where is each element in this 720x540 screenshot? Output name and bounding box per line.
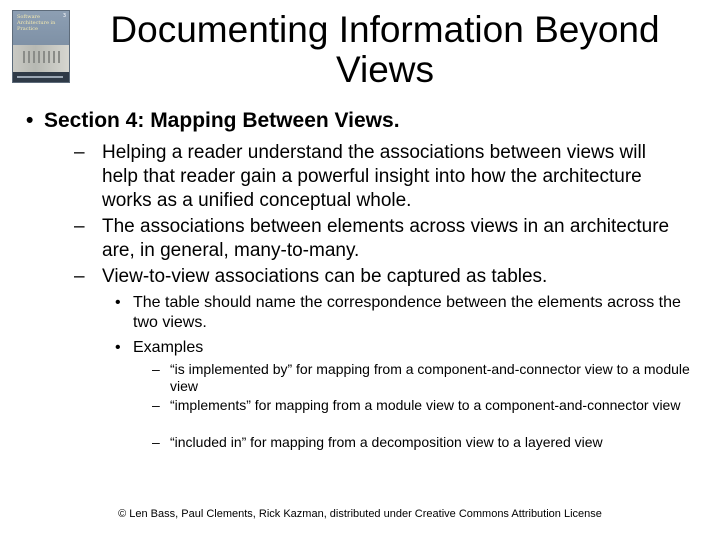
example-2: [152, 397, 690, 414]
section-heading-text: Section 4: Mapping Between Views.: [44, 109, 400, 132]
copyright-footer: © Len Bass, Paul Clements, Rick Kazman, distributed under Creative Commons Attribution License: [118, 508, 602, 520]
example-2-text: “implements” for mapping from a module view to a component-and-connector view: [170, 397, 681, 413]
subpoint-2: [115, 338, 693, 358]
example-3-text: “included in” for mapping from a decomposition view to a layered view: [170, 434, 603, 450]
dash-icon: –: [74, 216, 85, 237]
point-1-text: Helping a reader understand the associations between views will help that reader gain a powerful insight into how the architecture works as a unified conceptual whole.: [102, 142, 646, 211]
section-heading: [26, 108, 400, 134]
dash-icon: –: [152, 361, 160, 377]
point-2: [74, 215, 682, 263]
book-cover-photo: [13, 45, 69, 72]
slide-title: Documenting Information Beyond Views: [110, 9, 660, 90]
bullet-icon: •: [26, 109, 34, 132]
point-2-text: The associations between elements across views in an architecture are, in general, many-to-many.: [102, 216, 670, 261]
point-1: [74, 141, 682, 213]
book-cover-footer: [13, 72, 69, 82]
book-cover-image: [12, 10, 70, 83]
subpoint-1-text: The table should name the correspondence between the elements across the two views.: [133, 294, 681, 331]
point-3: [74, 265, 682, 289]
book-cover-edition: 3: [62, 13, 66, 19]
book-cover-title: Software Architecture in Practice: [17, 14, 56, 32]
dash-icon: –: [152, 397, 160, 413]
example-1-text: “is implemented by” for mapping from a component-and-connector view to a module view: [170, 361, 690, 394]
dash-icon: –: [74, 142, 85, 163]
example-3: [152, 434, 690, 451]
subpoint-1: [115, 293, 693, 333]
dash-icon: –: [74, 266, 85, 287]
dash-icon: –: [152, 434, 160, 450]
bullet-icon: •: [115, 339, 121, 356]
subpoint-2-text: Examples: [133, 339, 204, 356]
example-1: [152, 361, 690, 395]
point-3-text: View-to-view associations can be captured as tables.: [102, 266, 548, 287]
bullet-icon: •: [115, 294, 121, 311]
